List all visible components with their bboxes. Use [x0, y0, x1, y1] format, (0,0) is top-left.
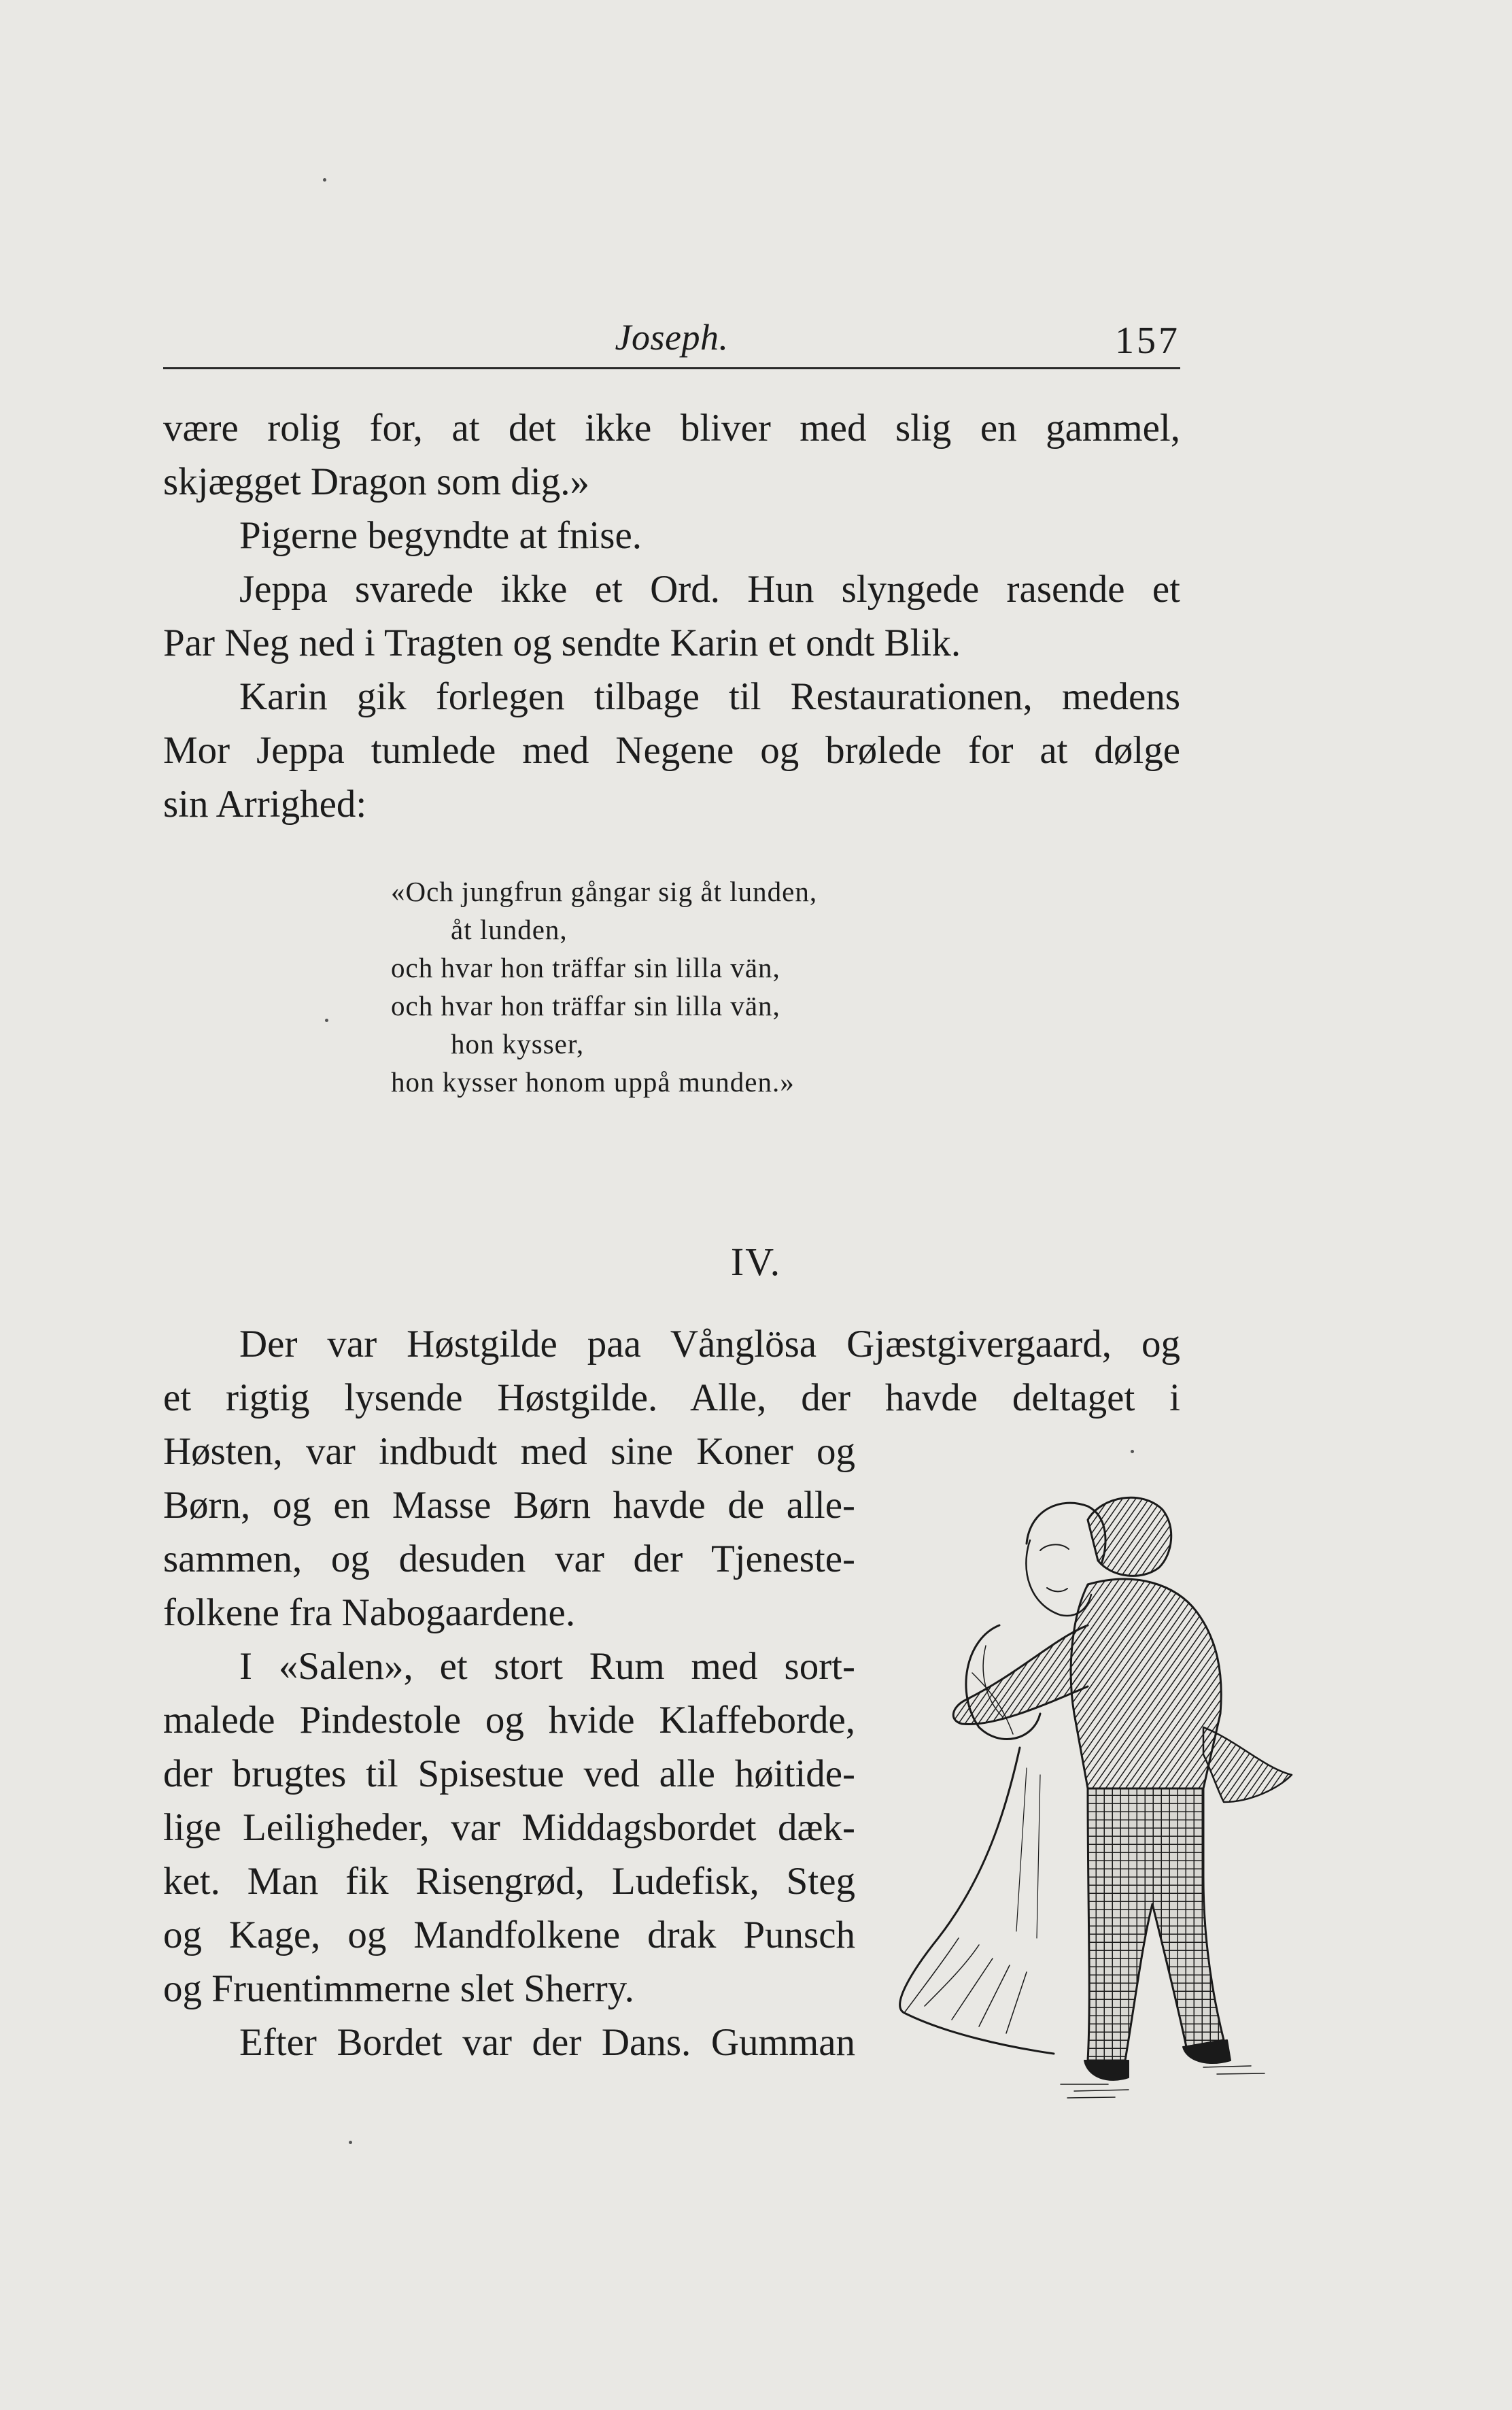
woman-figure [900, 1503, 1105, 2054]
text-line: Høsten, var indbudt med sine Koner og [163, 1430, 855, 1473]
dancing-couple-illustration [884, 1469, 1326, 2108]
verse-line: «Och jungfrun gångar sig åt lunden, [391, 876, 818, 907]
text-line: Par Neg ned i Tragten og sendte Karin et ondt Blik. [163, 622, 961, 664]
text-line: sin Arrighed: [163, 783, 367, 826]
header-rule [163, 367, 1180, 369]
text-line: skjægget Dragon som dig.» [163, 460, 589, 503]
text-line: Børn, og en Masse Børn havde de alle- [163, 1484, 855, 1527]
text-line: et rigtig lysende Høstgilde. Alle, der havde deltaget i [163, 1376, 1180, 1419]
text-line: der brugtes til Spisestue ved alle høitide- [163, 1752, 855, 1795]
paper-speck [349, 2141, 352, 2144]
text-line: Karin gik forlegen tilbage til Restaurationen, medens [239, 675, 1180, 718]
verse-line: och hvar hon träffar sin lilla vän, [391, 952, 780, 983]
prose-block-top [163, 401, 1180, 831]
verse-line: och hvar hon träffar sin lilla vän, [391, 990, 780, 1021]
text-line: sammen, og desuden var der Tjeneste- [163, 1538, 855, 1580]
text-line: folkene fra Nabogaardene. [163, 1591, 576, 1634]
paper-speck [325, 1019, 328, 1022]
prose-block-narrow [163, 1425, 855, 2069]
verse-line: åt lunden, [451, 914, 568, 945]
page-number: 157 [1115, 320, 1180, 362]
text-line: og Kage, og Mandfolkene drak Punsch [163, 1914, 855, 1956]
prose-block-chapter [163, 1317, 1180, 1425]
text-line: Efter Bordet var der Dans. Gumman [239, 2021, 855, 2064]
verse-line: hon kysser, [451, 1028, 585, 1059]
chapter-heading: IV. [730, 1240, 782, 1284]
text-line: være rolig for, at det ikke bliver med slig en gammel, [163, 407, 1180, 449]
text-line: lige Leiligheder, var Middagsbordet dæk- [163, 1806, 855, 1849]
verse-line: hon kysser honom uppå munden.» [391, 1066, 795, 1098]
page-header [163, 309, 1180, 371]
song-verse [391, 872, 817, 1101]
paper-speck [323, 178, 326, 182]
text-line: Mor Jeppa tumlede med Negene og brølede for at dølge [163, 729, 1180, 772]
text-line: ket. Man fik Risengrød, Ludefisk, Steg [163, 1860, 855, 1903]
text-line: Jeppa svarede ikke et Ord. Hun slyngede rasende et [239, 568, 1180, 611]
man-figure [953, 1497, 1292, 2080]
text-line: malede Pindestole og hvide Klaffeborde, [163, 1699, 855, 1742]
text-line: og Fruentimmerne slet Sherry. [163, 1967, 634, 2010]
running-title: Joseph. [615, 317, 729, 358]
text-line: I «Salen», et stort Rum med sort- [239, 1645, 855, 1688]
paper-speck [1131, 1450, 1134, 1453]
text-line: Der var Høstgilde paa Vånglösa Gjæstgivergaard, og [239, 1323, 1180, 1365]
text-line: Pigerne begyndte at fnise. [239, 514, 642, 557]
